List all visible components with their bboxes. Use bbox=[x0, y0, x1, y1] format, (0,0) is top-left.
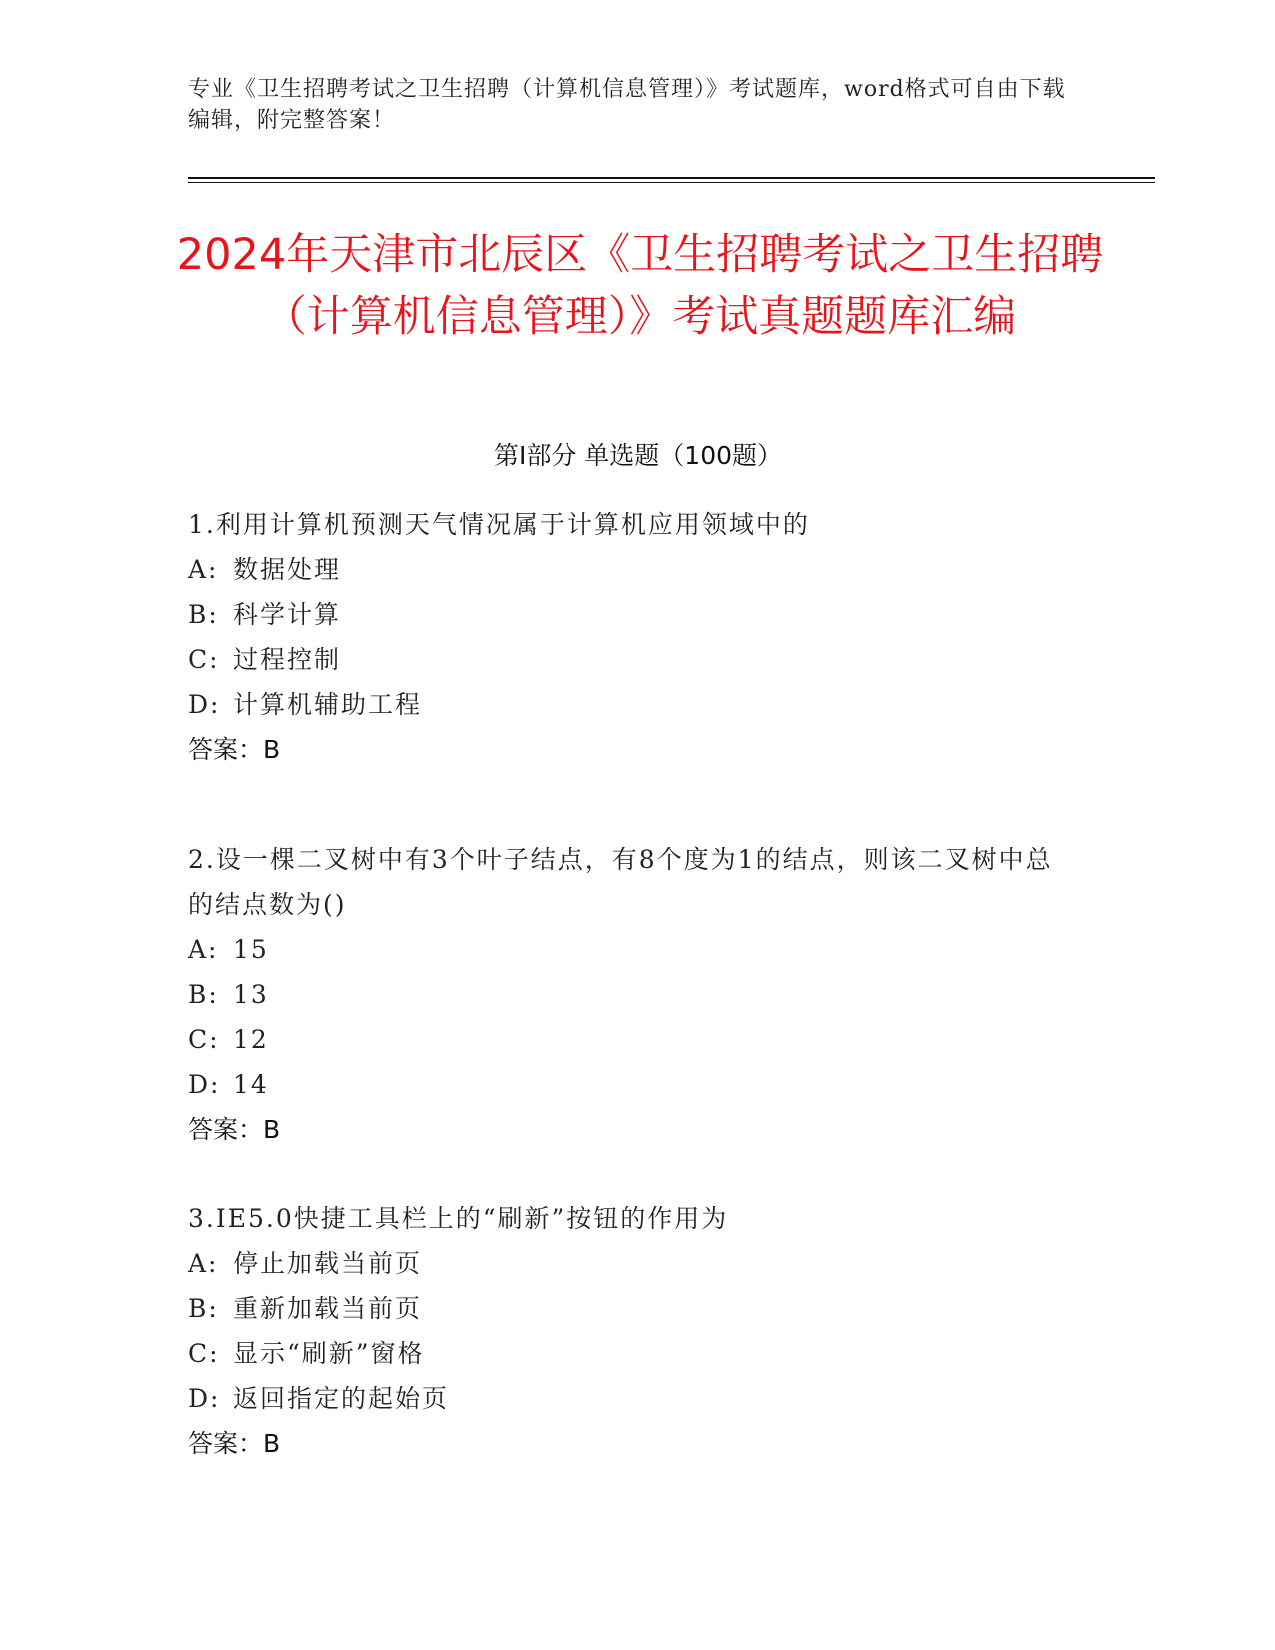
option-a: A: 停止加载当前页 bbox=[188, 1249, 423, 1278]
option-d: D: 14 bbox=[188, 1070, 269, 1099]
option-b: B: 重新加载当前页 bbox=[188, 1294, 423, 1323]
document-title: 2024年天津市北辰区《卫生招聘考试之卫生招聘（计算机信息管理）》考试真题题库汇编 bbox=[176, 230, 1104, 342]
option-c: C: 12 bbox=[188, 1025, 269, 1054]
option-b: B: 13 bbox=[188, 980, 269, 1009]
question-1 bbox=[188, 502, 1068, 773]
option-c: C: 过程控制 bbox=[188, 645, 342, 674]
header-divider-thick bbox=[188, 177, 1155, 179]
answer: 答案：B bbox=[188, 1429, 281, 1458]
header-divider-thin bbox=[188, 182, 1155, 183]
question-stem: 3.IE5.0快捷工具栏上的“刷新”按钮的作用为 bbox=[188, 1204, 729, 1233]
section-title: 第I部分 单选题（100题） bbox=[493, 441, 783, 470]
option-a: A: 数据处理 bbox=[188, 555, 342, 584]
answer: 答案：B bbox=[188, 1115, 281, 1144]
question-stem: 2.设一棵二叉树中有3个叶子结点，有8个度为1的结点，则该二叉树中总的结点数为() bbox=[188, 845, 1053, 919]
header-note: 专业《卫生招聘考试之卫生招聘（计算机信息管理）》考试题库，word格式可自由下载编辑，附完整答案！ bbox=[188, 77, 1066, 133]
option-b: B: 科学计算 bbox=[188, 600, 342, 629]
option-a: A: 15 bbox=[188, 935, 269, 964]
option-c: C: 显示“刷新”窗格 bbox=[188, 1339, 425, 1368]
answer: 答案：B bbox=[188, 735, 281, 764]
option-d: D: 计算机辅助工程 bbox=[188, 690, 423, 719]
question-2 bbox=[188, 837, 1068, 1153]
option-d: D: 返回指定的起始页 bbox=[188, 1384, 450, 1413]
question-stem: 1.利用计算机预测天气情况属于计算机应用领域中的 bbox=[188, 510, 810, 539]
question-3 bbox=[188, 1196, 1068, 1467]
